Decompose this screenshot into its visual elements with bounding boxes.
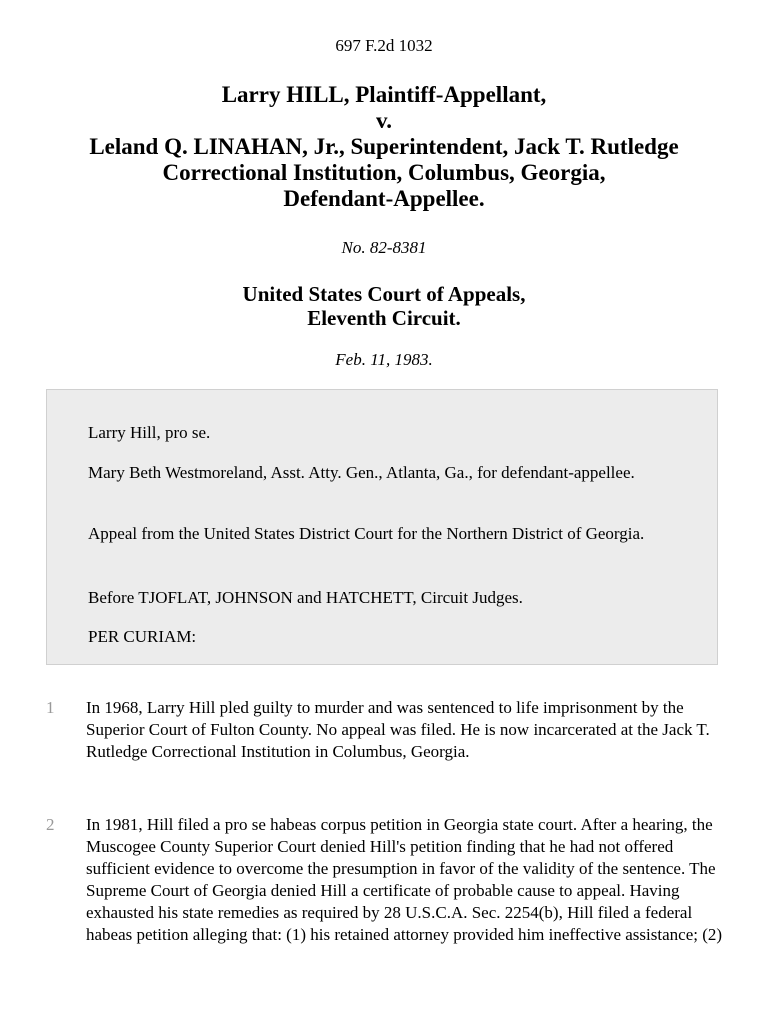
paragraph-number: 1 xyxy=(46,698,55,717)
decision-date: Feb. 11, 1983. xyxy=(335,350,433,369)
counsel-appellant: Larry Hill, pro se. xyxy=(88,423,211,442)
court-name-line-1: United States Court of Appeals, xyxy=(242,282,526,306)
caption-defendant-line-2: Correctional Institution, Columbus, Georgia, xyxy=(162,160,606,185)
caption-defendant-line-1: Leland Q. LINAHAN, Jr., Superintendent, Jack T. Rutledge xyxy=(89,134,679,159)
caption-defendant-line-3: Defendant-Appellee. xyxy=(283,186,485,211)
court-name xyxy=(0,282,768,330)
court-name-line-2: Eleventh Circuit. xyxy=(307,306,461,330)
case-caption xyxy=(40,82,728,212)
docket-number: No. 82-8381 xyxy=(341,238,427,257)
paragraph-text: In 1981, Hill filed a pro se habeas corpus petition in Georgia state court. After a hearing, the Muscogee County Superior Court denied Hill's petition finding that he had not offered sufficient evidence to overcome the presumption in favor of the validity of the sentence. The Supreme Court of Georgia denied Hill a certificate of probable cause to appeal. Having exhausted his state remedies as required by 28 U.S.C.A. Sec. 2254(b), Hill filed a federal habeas petition alleging that: (1) his retained attorney provided him ineffective assistance; (2) xyxy=(86,815,723,944)
counsel-appellee: Mary Beth Westmoreland, Asst. Atty. Gen., Atlanta, Ga., for defendant-appellee. xyxy=(88,463,635,482)
appeal-from: Appeal from the United States District Court for the Northern District of Georgia. xyxy=(88,524,645,543)
panel-judges: Before TJOFLAT, JOHNSON and HATCHETT, Circuit Judges. xyxy=(88,588,523,607)
reporter-citation: 697 F.2d 1032 xyxy=(335,36,433,55)
paragraph-text: In 1968, Larry Hill pled guilty to murder and was sentenced to life imprisonment by the Superior Court of Fulton County. No appeal was filed. He is now incarcerated at the Jack T. Rutledge Correctional Institution in Columbus, Georgia. xyxy=(86,698,710,761)
caption-versus: v. xyxy=(376,108,392,133)
case-header-box xyxy=(46,389,718,665)
caption-plaintiff: Larry HILL, Plaintiff-Appellant, xyxy=(221,82,547,107)
per-curiam: PER CURIAM: xyxy=(88,627,197,646)
paragraph-number: 2 xyxy=(46,815,55,834)
